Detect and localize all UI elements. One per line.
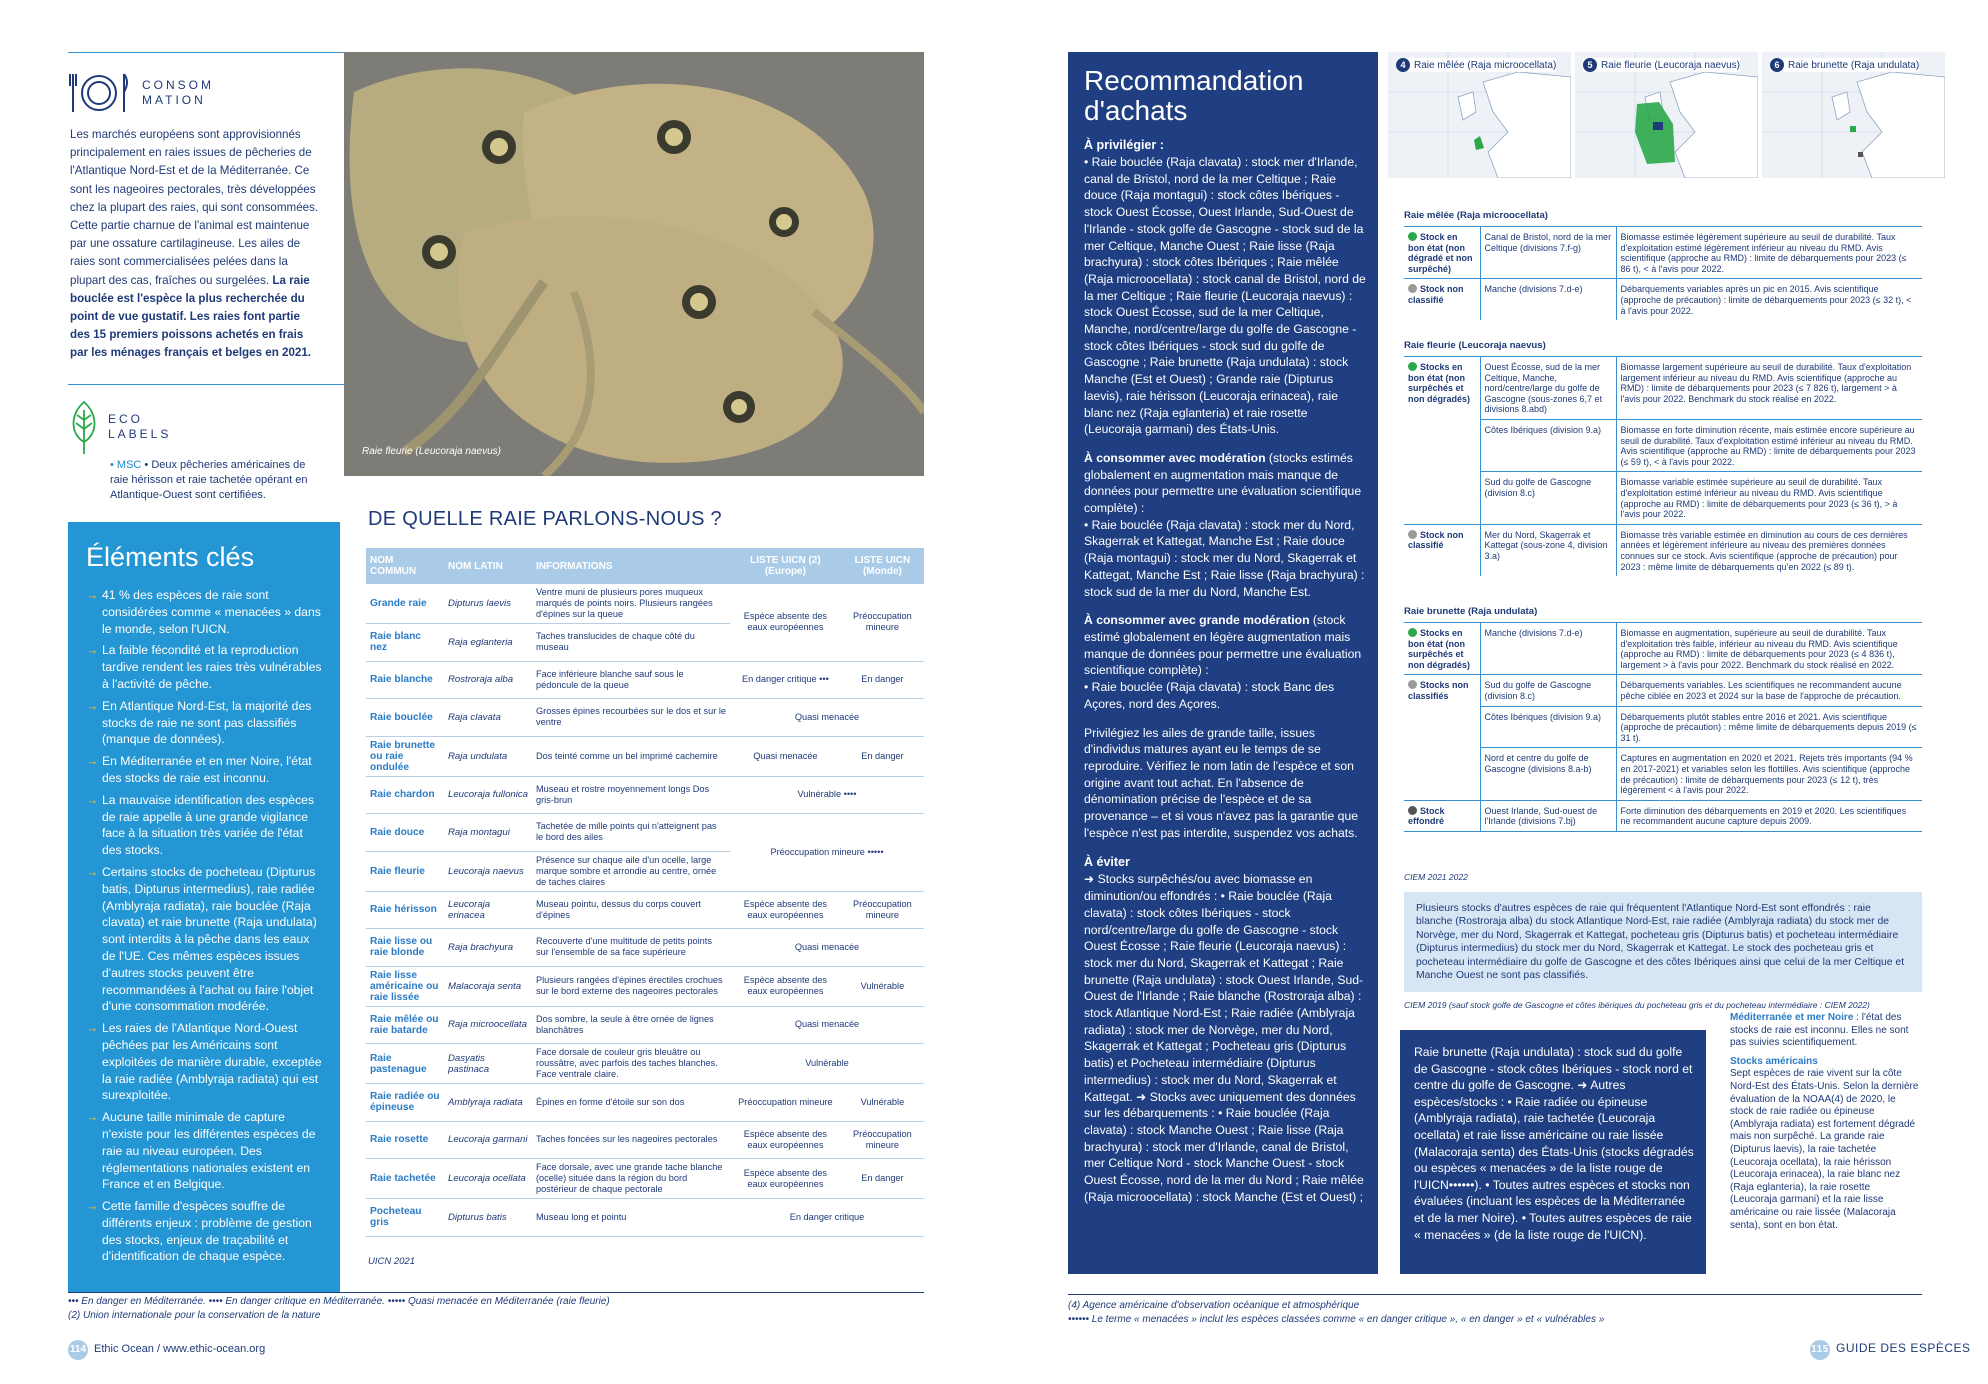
privilegier-heading: À privilégier : — [1084, 138, 1164, 152]
table-row: Raie lisse ou raie blonde Raja brachyura Recouverte d'une multitude de petits points sur l'ensemble de sa face supérieure Quasi menacée — [366, 929, 924, 967]
footer-rule — [1068, 1294, 1922, 1295]
table-row: Raie rosette Leucoraja garmani Taches foncées sur les nageoires pectorales Espèce absente des eaux européennes Préoccupation mineure — [366, 1121, 924, 1159]
list-item: → En Atlantique Nord-Est, la majorité des stocks de raie ne sont pas classifiés (manque de données). — [86, 698, 324, 748]
table-row: Raie brunette ou raie ondulée Raja undulata Dos teinté comme un bel imprimé cachemire Quasi menacée En danger — [366, 736, 924, 776]
col-header: NOM LATIN — [444, 548, 532, 584]
table-row: Stock non classifié Mer du Nord, Skagerrak et Kattegat (sous-zone 4, division 3.a) Biomasse très variable estimée en diminution au cours de ces dernières années et légèrement inférieure au niveau des premières données connues sur ce stock. Avis scientifique (approche de précaution) pour 2023 : même limite de débarquements qu'en 2022 (≤ 89 t). — [1404, 524, 1922, 576]
table-row: Nord et centre du golfe de Gascogne (divisions 8.a-b) Captures en augmentation en 2020 et 2021. Rejets très importants (94 % en 2017-2021) et variables selon les flottilles. Avis scientifique (approche de précaution) : limite de débarquements pour 2023 (≤ 12 t), très légèrement < à l'avis pour 2022. — [1404, 748, 1922, 800]
list-item: → Cette famille d'espèces souffre de différents enjeux : problème de gestion des stocks, enjeux de traçabilité et d'identification de chaque espèce. — [86, 1198, 324, 1265]
list-item: → La mauvaise identification des espèces de raie appelle à une grande vigilance face à la situation très variée de l'état des stocks. — [86, 792, 324, 859]
table-title: DE QUELLE RAIE PARLONS-NOUS ? — [368, 508, 722, 530]
table-row: Stocks non classifiés Sud du golfe de Gascogne (division 8.c) Débarquements variables. Les scientifiques ne recommandent aucune pêche ciblée en 2023 et 2024 sur la base de l'approche de précaution. — [1404, 675, 1922, 706]
guide-label: GUIDE DES ESPÈCES — [1836, 1341, 1971, 1355]
table-row: Stock non classifié Manche (divisions 7.d-e) Débarquements variables après un pic en 2015. Avis scientifique (approche de précaution) : limite de débarquements pour 2023 (≤ 32 t), < à l'avis pour 2022. — [1404, 279, 1922, 320]
ecolabels-text: • MSC • Deux pêcheries américaines de raie hérisson et raie tachetée opérant en Atlantique-Ouest sont certifiées. — [110, 459, 308, 501]
map-label: Raie mêlée (Raja microocellata) — [1414, 60, 1557, 71]
ray-photo — [344, 52, 924, 476]
moderation-list: • Raie bouclée (Raja clavata) : stock mer du Nord, Skagerrak et Kattegat, Manche Est ; Raie douce (Raja montagui) : stock mer du Nord, Skagerrak et Kattegat, Manche Est ; Raie lisse (Raja brachyura) : stock sud de la mer du Nord, Manche Est. — [1084, 517, 1365, 599]
list-item: → Les raies de l'Atlantique Nord-Ouest pêchées par les Américains sont exploitées de manière durable, exceptée la raie radiée (Amblyraja radiata) qui est surexploitée. — [86, 1020, 324, 1104]
stock-heading-brunette: Raie brunette (Raja undulata) — [1404, 606, 1538, 617]
raie-table — [366, 548, 924, 1237]
footnote: •••••• Le terme « menacées » inclut les espèces classées comme « en danger critique », « en danger » et « vulnérables » — [1068, 1314, 1605, 1325]
privilegier-text: • Raie bouclée (Raja clavata) : stock mer d'Irlande, canal de Bristol, nord de la mer Celtique ; Raie douce (Raja montagui) : stock côtes Ibériques - stock Ouest Écosse, Ouest Irlande, Sud-Ouest de l'Irlande - stock golfe de Gascogne - stock sud de la mer Celtique, Manche Ouest ; Raie lisse (Raja brachyura) : stock côtes Ibériques ; Raie mêlée (Raja microocellata) : stock canal de Bristol, nord de la mer Celtique ; Raie fleurie (Leucoraja naevus) : stock Ouest Écosse, sud de la mer Celtique, Manche, nord/centre/large du golfe de Gascogne - stock côtes Ibériques - stock sud du golfe de Gascogne ; Raie brunette (Raja undulata) : stock Manche (Est et Ouest) ; Grande raie (Dipturus laevis), raie hérisson (Leucoraja erinacea), raie blanc nez (Raja eglanteria) et raie rosette (Leucoraja garmani) des États-Unis. — [1084, 155, 1366, 437]
table-row: Raie bouclée Raja clavata Grosses épines recourbées sur le dos et sur le ventre Quasi menacée — [366, 699, 924, 737]
note-box: Plusieurs stocks d'autres espèces de raie qui fréquentent l'Atlantique Nord-Est sont effondrés : raie blanche (Rostroraja alba) du stock Atlantique Nord-Est, raie radiée (Amblyraja radiata) du stock mer de Norvège, mer du Nord, Skagerrak et Kattegat, pocheteau gris (Dipturus batis) et pocheteau intermédiaire (Dipturus intermedius) du stock mer du Nord, Skagerrak et Kattegat. Le stock des pocheteau gris et pocheteau intermédiaire du golfe de Gascogne et des côtes Ibériques ainsi que celui de la mer Celtique et Manche Ouest ne sont pas classifiés. — [1404, 892, 1922, 992]
col-header: NOM COMMUN — [366, 548, 444, 584]
map-raie-melee — [1388, 52, 1571, 178]
recommandation-title: Recommandation d'achats — [1084, 65, 1304, 126]
moderation-text: À consommer avec modération (stocks estimés globalement en augmentation mais manque de données pour permettre une évaluation scientifique complète) : — [1084, 450, 1362, 516]
table-row: Stocks en bon état (non surpêchés et non dégradés) Manche (divisions 7.d-e) Biomasse en augmentation, supérieure au seuil de durabilité. Taux d'exploitation très faible, inférieur au niveau du RMD. Avis scientifique (approche au RMD) : limite de débarquements pour 2023 (≤ 4 836 t), largement > à l'avis pour 2022. Benchmark du stock réalisé en 2022. — [1404, 623, 1922, 675]
elements-cles-title: Éléments clés — [86, 542, 255, 572]
table-row: Côtes Ibériques (division 9.a) Débarquements plutôt stables entre 2016 et 2021. Avis scientifique (approche de précaution) : même limite de débarquements depuis 2019 (≤ 31 t). — [1404, 706, 1922, 748]
table-row: Stock effondré Ouest Irlande, Sud-ouest de l'Irlande (divisions 7.bj) Forte diminution des débarquements en 2019 et 2020. Les scientifiques ne recommandent aucune capture depuis 2009. — [1404, 800, 1922, 831]
col-header: INFORMATIONS — [532, 548, 730, 584]
map-label: Raie brunette (Raja undulata) — [1788, 60, 1920, 71]
list-item: → 41 % des espèces de raie sont considérées comme « menacées » dans le monde, selon l'UICN. — [86, 587, 324, 637]
table-row: Sud du golfe de Gascogne (division 8.c) Biomasse variable estimée supérieure au seuil de durabilité. Taux d'exploitation estimé inférieur au niveau du RMD. Avis scientifique (approche au RMD) : limite de débarquements pour 2023 (≤ 36 t), > à l'avis pour 2022. — [1404, 472, 1922, 524]
status-dot — [1408, 232, 1417, 241]
page-number: 114 — [68, 1340, 88, 1360]
photo-caption: Raie fleurie (Leucoraja naevus) — [362, 446, 501, 457]
stock-table-brunette — [1404, 622, 1922, 832]
col-header: LISTE UICN (2) (Europe) — [730, 548, 841, 584]
plate-cutlery-icon — [68, 70, 130, 116]
site-label: Ethic Ocean / www.ethic-ocean.org — [94, 1343, 266, 1355]
privilegiez-text: Privilégiez les ailes de grande taille, issues d'individus matures ayant eu le temps de se reproduire. Vérifiez le nom latin de l'espèce et son origine avant tout achat. En l'absence de dénomination précise de l'espèce et de sa provenance – et si vous n'avez pas la garantie que l'espèce n'est pas interdite, suspendez vos achats. — [1084, 725, 1359, 840]
map-label: Raie fleurie (Leucoraja naevus) — [1601, 60, 1740, 71]
source-note: CIEM 2019 (sauf stock golfe de Gascogne et côtes ibériques du pocheteau gris et du pocheteau intermédiaire : CIEM 2022) — [1404, 1000, 1870, 1010]
table-row: Raie blanche Rostroraja alba Face inférieure blanche sauf sous le pédoncule de la queue En danger critique ••• En danger — [366, 661, 924, 699]
table-source: UICN 2021 — [368, 1256, 415, 1267]
table-row: Raie fleurie Leucoraja naevus Présence sur chaque aile d'un ocelle, large marque sombre et arrondie au centre, ornée de taches claires — [366, 851, 924, 891]
footnote: (2) Union internationale pour la conservation de la nature — [68, 1310, 321, 1321]
list-item: → Aucune taille minimale de capture n'existe pour les différentes espèces de raie au niveau européen. Des réglementations nationales existent en France et en Belgique. — [86, 1109, 324, 1193]
col-header: LISTE UICN (Monde) — [841, 548, 924, 584]
elements-cles-panel — [68, 522, 340, 1292]
status-dot — [1408, 806, 1417, 815]
map-number: 5 — [1583, 58, 1597, 72]
table-row: Raie lisse américaine ou raie lissée Malacoraja senta Plusieurs rangées d'épines érectiles crochues sur le bord externe des nageoires pectorales Espèce absente des eaux européennes Vulnérable — [366, 966, 924, 1006]
table-row: Stocks en bon état (non surpêchés et non dégradés) Ouest Écosse, sud de la mer Celtique, Manche, nord/centre/large du golfe de Gascogne (sous-zones 6,7 et divisions 8.abd) Biomasse largement supérieure au seuil de durabilité. Taux d'exploitation largement inférieur au niveau du RMD. Avis scientifique (approche au RMD) : limite de débarquements pour 2023 (≤ 7 826 t), largement > à l'avis pour 2022. Benchmark du stock réalisé en 2022. — [1404, 357, 1922, 420]
recommandation-panel — [1068, 52, 1378, 1274]
consommation-title: CONSOM MATION — [142, 78, 214, 107]
table-row: Raie tachetée Leucoraja ocellata Face dorsale, avec une grande tache blanche (ocelle) située dans la région du bord postérieur de chaque pectorale Espèce absente des eaux européennes En danger — [366, 1159, 924, 1199]
table-row: Grande raie Dipturus laevis Ventre muni de plusieurs pores muqueux marqués de points noirs. Plusieurs rangées d'épines sur la queue Espèce absente des eaux européennes Préoccupation mineure — [366, 584, 924, 624]
eviter-continuation-box: Raie brunette (Raja undulata) : stock sud du golfe de Gascogne - stock côtes Ibériques - stock nord et centre du golfe de Gascogne. ➜ Autres espèces/stocks : • Raie radiée ou épineuse (Amblyraja radiata), raie tachetée (Leucoraja ocellata) et raie lisse américaine ou raie lissée (Malacoraja senta) des États-Unis (stocks dégradés ou espèces « menacées » de la liste rouge de l'UICN••••••). • Toutes autres espèces et stocks non évaluées (incluant les espèces de la Méditerranée et de la mer Noire). • Toutes autres espèces de raie « menacées » (de la liste rouge de l'UICN). — [1400, 1030, 1706, 1274]
map-raie-fleurie — [1575, 52, 1758, 178]
table-row: Pocheteau gris Dipturus batis Museau long et pointu En danger critique — [366, 1199, 924, 1237]
stocks-americains-text: Sept espèces de raie vivent sur la côte Nord-Est des États-Unis. Selon la dernière évaluation de la NOAA(4) de 2020, le stock de raie radiée ou épineuse (Amblyraja radiata) est fortement dégradé mais non surpêché. La grande raie (Dipturus laevis), la raie tachetée (Leucoraja ocellata), la raie hérisson (Leucoraja erinacea), la raie blanc nez (Raja eglanteria), la raie rosette (Leucoraja garmani) et la raie lisse américaine ou raie lissée (Malacoraja senta), sont en bon état. — [1730, 1068, 1919, 1231]
consommation-bold: La raie bouclée est l'espèce la plus recherchée du point de vue gustatif. Les raies font partie des 15 premiers poissons achetés en frais par les ménages français et belges en 2021. — [70, 273, 312, 360]
map-raie-brunette — [1762, 52, 1945, 178]
ecolabels-title: ECO LABELS — [108, 412, 172, 441]
source-note: CIEM 2021 2022 — [1404, 872, 1468, 882]
eviter-heading: À éviter — [1084, 855, 1130, 870]
table-row: Raie blanc nez Raja eglanteria Taches translucides de chaque côté du museau — [366, 624, 924, 662]
grande-moderation-list: • Raie bouclée (Raja clavata) : stock Banc des Açores, nord des Açores. — [1084, 680, 1335, 711]
status-dot — [1408, 680, 1417, 689]
stock-heading-fleurie: Raie fleurie (Leucoraja naevus) — [1404, 340, 1546, 351]
msc-label: • MSC — [110, 459, 142, 471]
leaf-icon — [66, 398, 102, 456]
map-number: 4 — [1396, 58, 1410, 72]
top-rule — [68, 52, 344, 53]
status-dot — [1408, 628, 1417, 637]
list-item: → En Méditerranée et en mer Noire, l'état des stocks de raie est inconnu. — [86, 753, 324, 787]
status-dot — [1408, 362, 1417, 371]
map-number: 6 — [1770, 58, 1784, 72]
table-row: Raie radiée ou épineuse Amblyraja radiata Épines en forme d'étoile sur son dos Préoccupation mineure Vulnérable — [366, 1084, 924, 1122]
table-row: Raie pastenague Dasyatis pastinaca Face dorsale de couleur gris bleuâtre ou roussâtre, avec parfois des taches blanches. Face ventrale claire. Vulnérable — [366, 1044, 924, 1084]
grande-moderation-text: À consommer avec grande modération (stock estimé globalement en légère augmentation mais manque de données pour permettre une évaluation scientifique complète) : — [1084, 613, 1362, 678]
status-dot — [1408, 530, 1417, 539]
table-row: Raie chardon Leucoraja fullonica Museau et rostre moyennement longs Dos gris-brun Vulnérable •••• — [366, 776, 924, 814]
list-item: → Certains stocks de pocheteau (Dipturus batis, Dipturus intermedius), raie radiée (Amblyraja radiata), raie bouclée (Raja clavata) et raie brunette (Raja undulata) sont interdits à la pêche dans les eaux de l'UE. Ces mêmes espèces issues d'autres stocks peuvent être recommandées à l'achat ou faire l'objet d'une consommation modérée. — [86, 864, 324, 1015]
stock-heading-melee: Raie mêlée (Raja microocellata) — [1404, 210, 1548, 221]
sidebar-notes: Méditerranée et mer Noire : l'état des stocks de raie est inconnu. Elles ne sont pas suivies scientifiquement. Stocks américains Sept espèces de raie vivent sur la côte Nord-Est des États-Unis. Selon la dernière évaluation de la NOAA(4) de 2020, le stock de raie radiée ou épineuse (Amblyraja radiata) est fortement dégradé mais non surpêché. La grande raie (Dipturus laevis), la raie tachetée (Leucoraja ocellata), la raie hérisson (Leucoraja erinacea), la raie blanc nez (Raja eglanteria), la raie rosette (Leucoraja garmani) et la raie lisse américaine ou raie lissée (Malacoraja senta), sont en bon état. — [1730, 1012, 1919, 1231]
footnote: ••• En danger en Méditerranée. •••• En danger critique en Méditerranée. ••••• Quasi menacée en Méditerranée (raie fleurie) — [68, 1296, 610, 1307]
med-heading: Méditerranée et mer Noire — [1730, 1012, 1854, 1023]
page-number: 115 — [1810, 1340, 1830, 1360]
table-row: Raie douce Raja montagui Tachetée de mille points qui n'atteignent pas le bord des ailes Préoccupation mineure ••••• — [366, 814, 924, 852]
table-header-row — [366, 548, 924, 584]
elements-cles-list — [86, 587, 324, 1265]
stocks-americains-heading: Stocks américains — [1730, 1055, 1818, 1067]
page-footer-left — [68, 1340, 265, 1360]
consommation-text: Les marchés européens sont approvisionnés principalement en raies issues de pêcheries de l'Atlantique Nord-Est et de la Méditerranée. Ce sont les nageoires pectorales, très développées chez la plupart des raies, qui sont consommées. Cette partie charnue de l'animal est maintenue par une ossature cartilagineuse. Les ailes de raies sont commercialisées pelées dans la plupart des cas, fraîches ou surgelées. La raie bouclée est l'espèce la plus recherchée du point de vue gustatif. Les raies font partie des 15 premiers poissons achetés en frais par les ménages français et belges en 2021. — [70, 128, 319, 360]
status-dot — [1408, 284, 1417, 293]
section-rule — [68, 384, 344, 385]
stock-table-fleurie — [1404, 356, 1922, 576]
table-row: Raie mêlée ou raie batarde Raja microocellata Dos sombre, la seule à être ornée de lignes blanchâtres Quasi menacée — [366, 1006, 924, 1044]
page-footer-right — [1810, 1340, 1971, 1360]
list-item: → La faible fécondité et la reproduction tardive rendent les raies très vulnérables à l'activité de pêche. — [86, 642, 324, 692]
footnote: (4) Agence américaine d'observation océanique et atmosphérique — [1068, 1300, 1360, 1311]
table-row: Stock en bon état (non dégradé et non surpêché) Canal de Bristol, nord de la mer Celtique (divisions 7.f-g) Biomasse estimée légèrement supérieure au seuil de durabilité. Taux d'exploitation estimé légèrement inférieur au niveau du RMD. Avis scientifique (approche au RMD) : limite de débarquements pour 2023 (≤ 86 t), < à l'avis pour 2022. — [1404, 227, 1922, 279]
eviter-text: ➜ Stocks surpêchés/ou avec biomasse en diminution/ou effondrés : • Raie bouclée (Raja clavata) : stock côtes Ibériques - stock nord/centre/large du golfe de Gascogne - stock Ouest Écosse ; Raie fleurie (Leucoraja naevus) : stock mer du Nord, Skagerrak et Kattegat ; Raie brunette (Raja undulata) : stock Ouest Irlande, Sud-Ouest de l'Irlande ; Raie blanche (Rostroraja alba) : stock Atlantique Nord-Est ; Raie radiée (Amblyraja radiata) : stock mer de Norvège, mer du Nord, Skagerrak et Kattegat ; Pocheteau gris (Dipturus batis) et Pocheteau intermédiaire (Dipturus intermedius) : stock mer du Nord, Skagerrak et Kattegat. ➜ Stocks avec uniquement des données sur les débarquements : • Raie bouclée (Raja clavata) : stock Manche Ouest ; Raie lisse (Raja brachyura) : stock mer d'Irlande, canal de Bristol, mer Celtique Nord - stock Manche Ouest - stock Ouest Écosse, nord de la mer du Nord ; Raie mêlée (Raja microocellata) : stock Manche (Est et Ouest) ; — [1084, 872, 1364, 1204]
table-row: Raie hérisson Leucoraja erinacea Museau pointu, dessus du corps couvert d'épines Espèce absente des eaux européennes Préoccupation mineure — [366, 891, 924, 929]
table-row: Côtes Ibériques (division 9.a) Biomasse en forte diminution récente, mais estimée encore supérieure au seuil de durabilité. Taux d'exploitation estimé inférieur au niveau du RMD. Avis scientifique (approche au RMD) : limite de débarquements pour 2023 (≤ 59 t), < à l'avis pour 2022. — [1404, 419, 1922, 471]
stock-table-melee — [1404, 226, 1922, 320]
footer-rule — [68, 1292, 924, 1293]
